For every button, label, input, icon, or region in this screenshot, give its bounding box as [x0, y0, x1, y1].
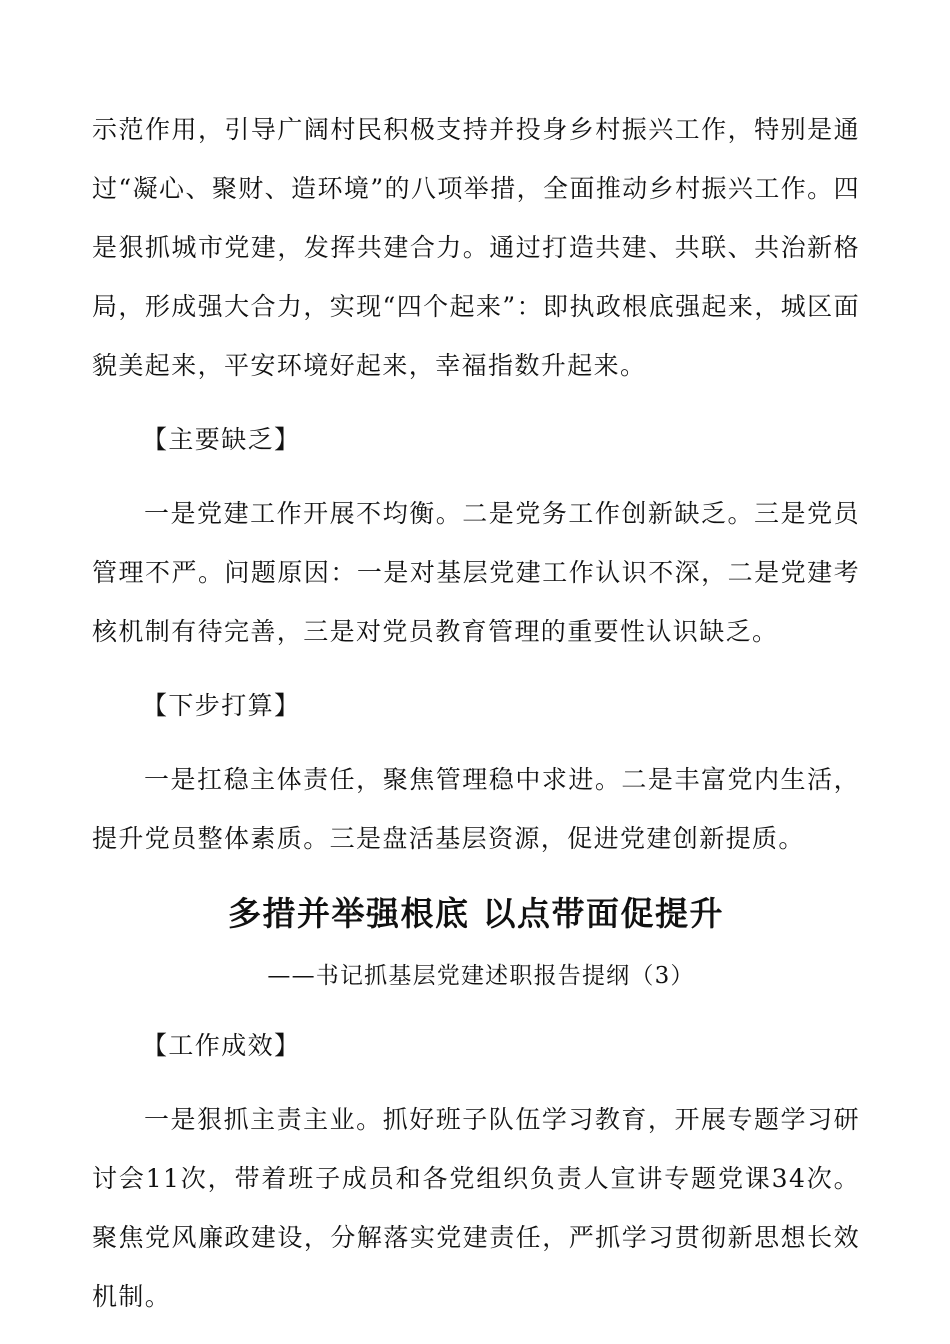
section-heading-next-steps: 【下步打算】 [142, 691, 301, 720]
section-heading-shortcomings: 【主要缺乏】 [142, 425, 301, 454]
article-title: 多措并举强根底 以点带面促提升 [228, 894, 724, 933]
article-subtitle: ——书记抓基层党建述职报告提纲（3） [267, 963, 695, 989]
results-paragraph: 一是狠抓主责主业。抓好班子队伍学习教育，开展专题学习研讨会11次，带着班子成员和各党组织负责人宣讲专题党课34次。聚焦党风廉政建设，分解落实党建责任，严抓学习贯彻新思想长效机制。 [92, 1105, 860, 1311]
next-steps-paragraph: 一是扛稳主体责任，聚焦管理稳中求进。二是丰富党内生活，提升党员整体素质。三是盘活基层资源，促进党建创新提质。 [92, 765, 860, 853]
section-heading-results: 【工作成效】 [142, 1031, 301, 1060]
shortcomings-paragraph: 一是党建工作开展不均衡。二是党务工作创新缺乏。三是党员管理不严。问题原因：一是对基层党建工作认识不深，二是党建考核机制有待完善，三是对党员教育管理的重要性认识缺乏。 [92, 499, 860, 646]
intro-paragraph: 示范作用，引导广阔村民积极支持并投身乡村振兴工作，特别是通过“凝心、聚财、造环境”的八项举措，全面推动乡村振兴工作。四是狠抓城市党建，发挥共建合力。通过打造共建、共联、共治新格局，形成强大合力，实现“四个起来”：即执政根底强起来，城区面貌美起来，平安环境好起来，幸福指数升起来。 [92, 115, 860, 380]
document-body [92, 100, 860, 1326]
